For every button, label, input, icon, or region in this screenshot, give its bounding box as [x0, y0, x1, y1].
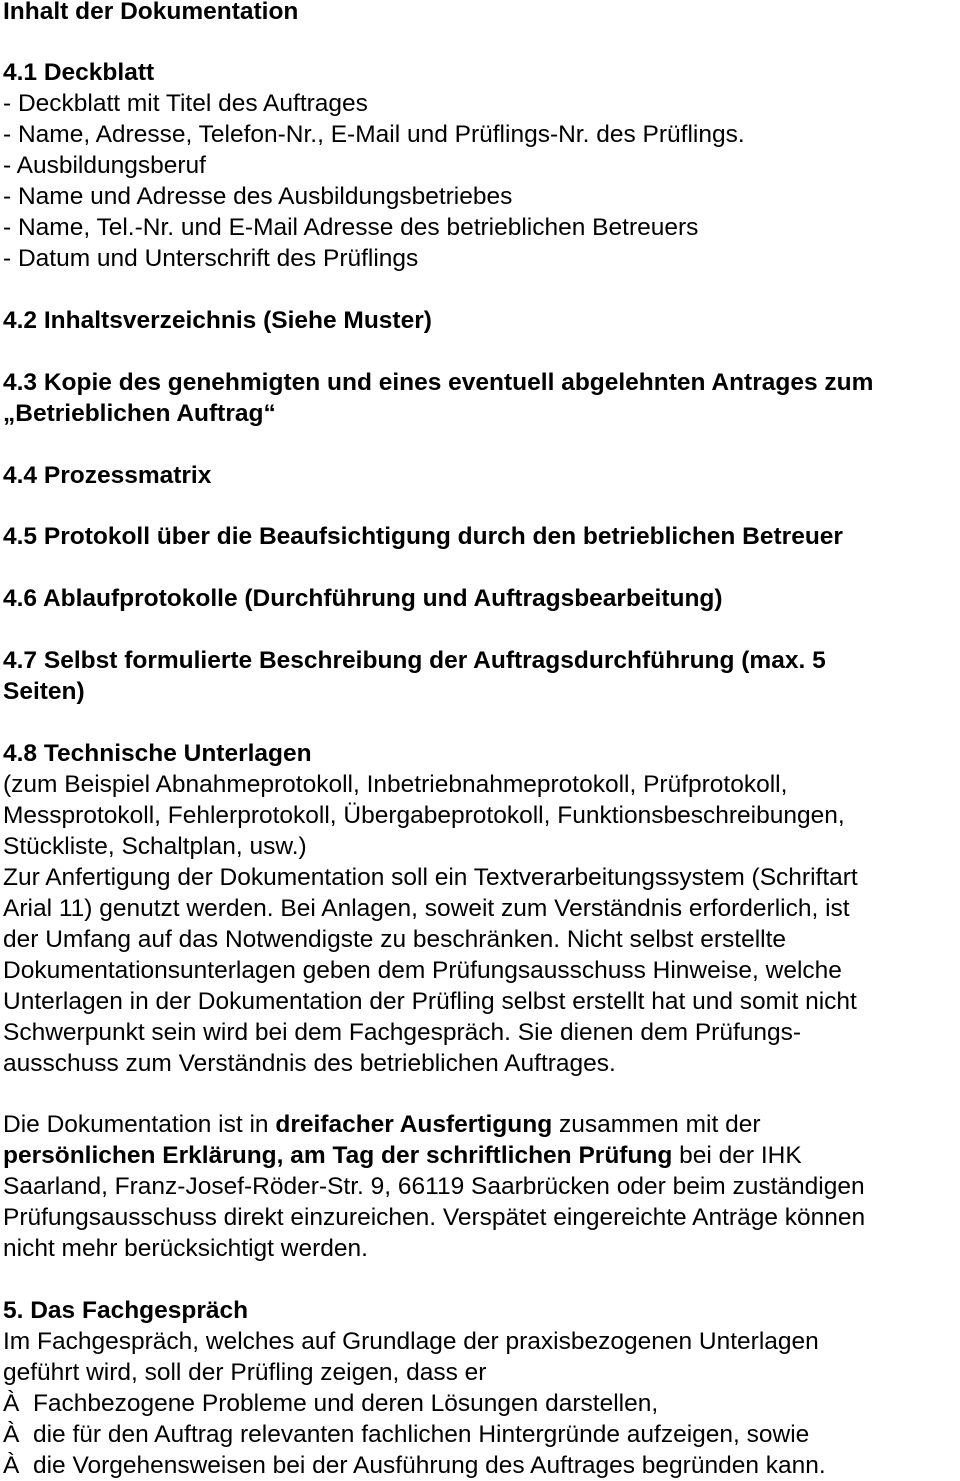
section-4-1-item: - Deckblatt mit Titel des Auftrages	[3, 90, 368, 117]
submission-text: bei der IHK	[672, 1142, 802, 1169]
submission-emphasis: dreifacher Ausfertigung	[275, 1111, 553, 1138]
section-4-1-item: - Datum und Unterschrift des Prüflings	[3, 245, 419, 272]
section-4-8-body-line: Arial 11) genutzt werden. Bei Anlagen, soweit zum Verständnis erforderlich, ist	[3, 895, 850, 922]
section-4-8-body-line: ausschuss zum Verständnis des betrieblichen Auftrages.	[3, 1050, 616, 1077]
section-4-1-item: - Ausbildungsberuf	[3, 152, 206, 179]
submission-text: Die Dokumentation ist in	[3, 1111, 276, 1138]
section-4-1-heading: 4.1 Deckblatt	[3, 59, 155, 86]
submission-line	[3, 1110, 760, 1140]
section-4-8-body-line: Messprotokoll, Fehlerprotokoll, Übergabeprotokoll, Funktionsbeschreibungen,	[3, 802, 845, 829]
section-4-1-item: - Name, Tel.-Nr. und E-Mail Adresse des betrieblichen Betreuers	[3, 214, 699, 241]
section-5-heading: 5. Das Fachgespräch	[3, 1297, 249, 1324]
section-5-bullet: À die Vorgehensweisen bei der Ausführung des Auftrages begründen kann.	[3, 1452, 826, 1479]
section-5-bullet: À Fachbezogene Probleme und deren Lösungen darstellen,	[3, 1390, 659, 1417]
section-4-3-heading: 4.3 Kopie des genehmigten und eines eventuell abgelehnten Antrages zum	[3, 369, 874, 396]
section-4-1-item: - Name und Adresse des Ausbildungsbetriebes	[3, 183, 513, 210]
section-4-3-heading-cont: „Betrieblichen Auftrag“	[3, 400, 276, 427]
section-4-6-heading: 4.6 Ablaufprotokolle (Durchführung und Auftragsbearbeitung)	[3, 585, 723, 612]
section-4-8-heading: 4.8 Technische Unterlagen	[3, 740, 312, 767]
submission-line: nicht mehr berücksichtigt werden.	[3, 1235, 368, 1262]
section-4-8-body-line: Schwerpunkt sein wird bei dem Fachgespräch. Sie dienen dem Prüfungs-	[3, 1019, 802, 1046]
section-4-4-heading: 4.4 Prozessmatrix	[3, 462, 212, 489]
section-5-intro-line: Im Fachgespräch, welches auf Grundlage der praxisbezogenen Unterlagen	[3, 1328, 819, 1355]
section-5-intro-line: geführt wird, soll der Prüfling zeigen, dass er	[3, 1359, 487, 1386]
section-4-8-body-line: (zum Beispiel Abnahmeprotokoll, Inbetriebnahmeprotokoll, Prüfprotokoll,	[3, 771, 788, 798]
section-4-8-body-line: Zur Anfertigung der Dokumentation soll ein Textverarbeitungssystem (Schriftart	[3, 864, 858, 891]
section-4-8-body-line: Dokumentationsunterlagen geben dem Prüfungsausschuss Hinweise, welche	[3, 957, 842, 984]
section-4-8-body-line: Stückliste, Schaltplan, usw.)	[3, 833, 307, 860]
section-5-bullet: À die für den Auftrag relevanten fachlichen Hintergründe aufzeigen, sowie	[3, 1421, 810, 1448]
section-4-7-heading: 4.7 Selbst formulierte Beschreibung der Auftragsdurchführung (max. 5	[3, 647, 826, 674]
submission-line: Saarland, Franz-Josef-Röder-Str. 9, 66119 Saarbrücken oder beim zuständigen	[3, 1173, 865, 1200]
submission-emphasis: persönlichen Erklärung, am Tag der schriftlichen Prüfung	[3, 1142, 673, 1169]
document-title: Inhalt der Dokumentation	[3, 0, 299, 25]
section-4-5-heading: 4.5 Protokoll über die Beaufsichtigung durch den betrieblichen Betreuer	[3, 523, 843, 550]
submission-line: Prüfungsausschuss direkt einzureichen. Verspätet eingereichte Anträge können	[3, 1204, 866, 1231]
submission-text: zusammen mit der	[552, 1111, 761, 1138]
section-4-8-body-line: der Umfang auf das Notwendigste zu beschränken. Nicht selbst erstellte	[3, 926, 787, 953]
section-4-7-heading-cont: Seiten)	[3, 678, 85, 705]
section-4-1-item: - Name, Adresse, Telefon-Nr., E-Mail und Prüflings-Nr. des Prüflings.	[3, 121, 745, 148]
section-4-2-heading: 4.2 Inhaltsverzeichnis (Siehe Muster)	[3, 307, 432, 334]
submission-line	[3, 1141, 802, 1171]
section-4-8-body-line: Unterlagen in der Dokumentation der Prüfling selbst erstellt hat und somit nicht	[3, 988, 857, 1015]
